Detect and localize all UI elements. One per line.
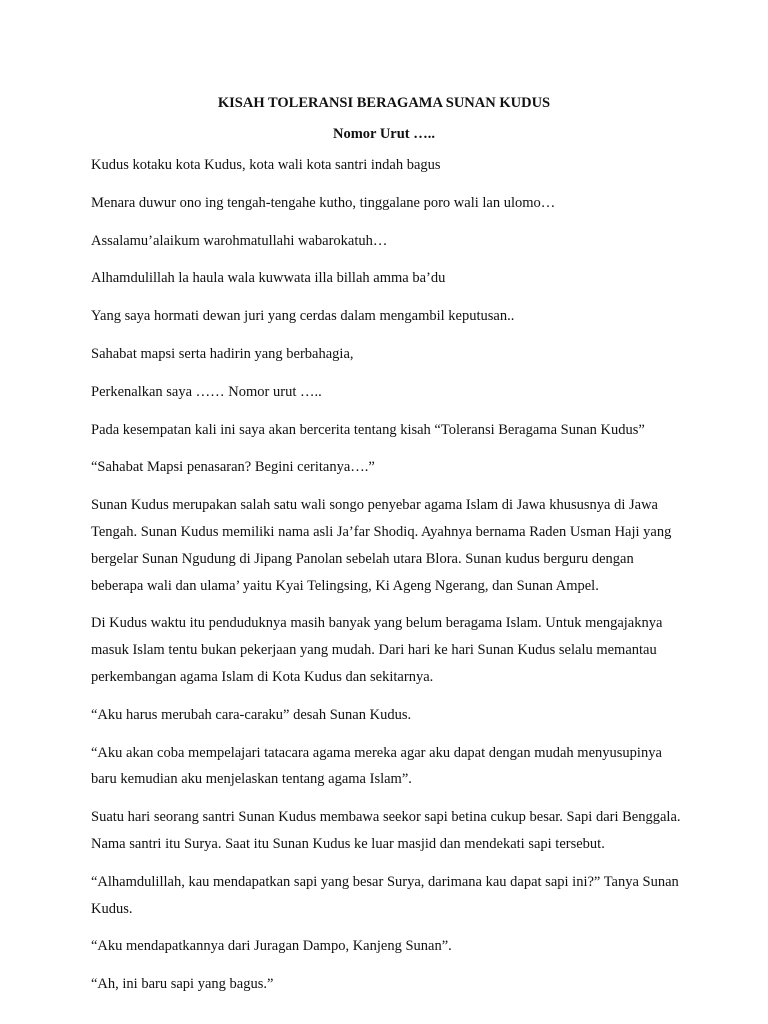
paragraph: Pada kesempatan kali ini saya akan bercerita tentang kisah “Toleransi Beragama Sunan Kudus”: [91, 421, 645, 438]
paragraph: Suatu hari seorang santri Sunan Kudus membawa seekor sapi betina cukup besar. Sapi dari Benggala. Nama santri itu Surya. Saat itu Sunan Kudus ke luar masjid dan mendekati sapi tersebut.: [91, 809, 681, 852]
paragraph: Perkenalkan saya …… Nomor urut …..: [91, 383, 322, 400]
paragraph: “Ah, ini baru sapi yang bagus.”: [91, 976, 274, 993]
paragraph: “Aku mendapatkannya dari Juragan Dampo, Kanjeng Sunan”.: [91, 938, 452, 955]
paragraph: Sahabat mapsi serta hadirin yang berbahagia,: [91, 345, 354, 362]
paragraph: Assalamu’alaikum warohmatullahi wabarokatuh…: [91, 232, 388, 249]
document-title: KISAH TOLERANSI BERAGAMA SUNAN KUDUS: [217, 95, 551, 111]
paragraph: Alhamdulillah la haula wala kuwwata illa billah amma ba’du: [91, 270, 446, 287]
paragraph: Di Kudus waktu itu penduduknya masih banyak yang belum beragama Islam. Untuk mengajaknya masuk Islam tentu bukan pekerjaan yang mudah. Dari hari ke hari Sunan Kudus selalu memantau perkembangan agama Islam di Kota Kudus dan sekitarnya.: [91, 615, 663, 685]
document-body: [91, 152, 681, 1009]
paragraph: Sunan Kudus merupakan salah satu wali songo penyebar agama Islam di Jawa khususnya di Jawa Tengah. Sunan Kudus memiliki nama asli Ja’far Shodiq. Ayahnya bernama Raden Usman Haji yang bergelar Sunan Ngudung di Jipang Panolan sebelah utara Blora. Sunan kudus berguru dengan beberapa wali dan ulama’ yaitu Kyai Telingsing, Ki Ageng Ngerang, dan Sunan Ampel.: [91, 497, 672, 594]
paragraph: “Aku akan coba mempelajari tatacara agama mereka agar aku dapat dengan mudah menyusupinya baru kemudian aku menjelaskan tentang agama Islam”.: [91, 744, 662, 788]
paragraph: “Aku harus merubah cara-caraku” desah Sunan Kudus.: [91, 706, 412, 723]
document-subtitle: Nomor Urut …..: [332, 126, 436, 142]
paragraph: Kudus kotaku kota Kudus, kota wali kota santri indah bagus: [91, 157, 441, 173]
paragraph: “Alhamdulillah, kau mendapatkan sapi yang besar Surya, darimana kau dapat sapi ini?” Tanya Sunan Kudus.: [91, 873, 679, 917]
paragraph: “Sahabat Mapsi penasaran? Begini ceritanya….”: [91, 459, 375, 476]
paragraph: Menara duwur ono ing tengah-tengahe kutho, tinggalane poro wali lan ulomo…: [91, 194, 556, 211]
paragraph: Yang saya hormati dewan juri yang cerdas dalam mengambil keputusan..: [91, 308, 515, 325]
